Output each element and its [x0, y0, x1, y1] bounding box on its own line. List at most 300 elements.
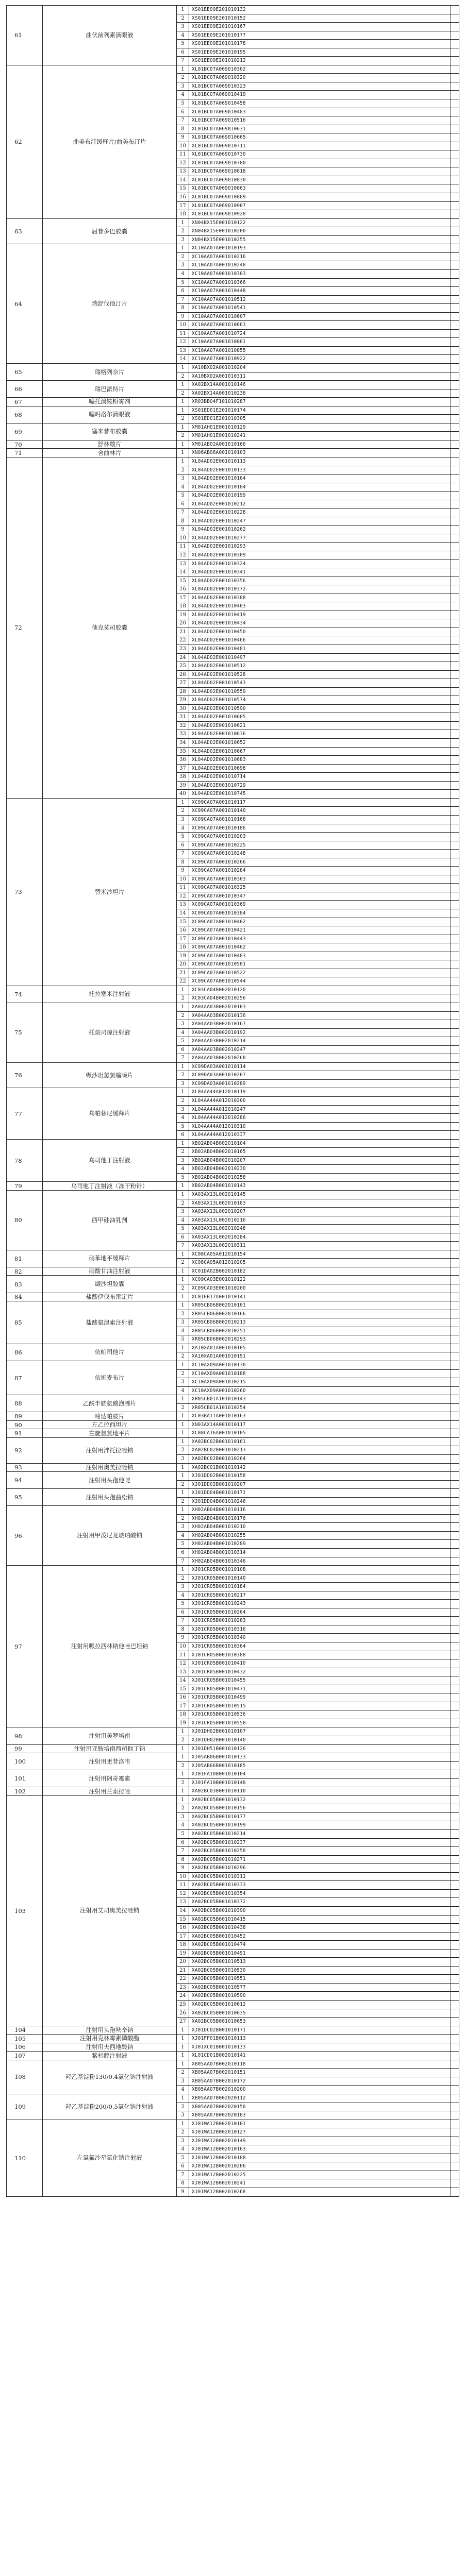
empty-cell: [451, 1813, 459, 1821]
table-group: [7, 1464, 459, 1472]
drug-code: XA04AA03B002010268: [189, 1054, 451, 1062]
drug-code: XA02BC05B001010590: [189, 1992, 451, 2000]
drug-code: XC10AX09A001010215: [189, 1378, 451, 1386]
empty-cell: [451, 1250, 459, 1259]
row-sequence: 1: [177, 1088, 189, 1096]
empty-cell: [451, 790, 459, 798]
drug-code: XA02BC05B001010491: [189, 1950, 451, 1958]
row-sequence: 1: [177, 1182, 189, 1190]
empty-cell: [451, 568, 459, 577]
table-row: [177, 1369, 459, 1378]
row-sequence: 1: [177, 1787, 189, 1795]
code-rows: [177, 1395, 459, 1412]
table-row: [177, 295, 459, 304]
table-row: [177, 508, 459, 517]
table-row: [177, 431, 459, 440]
table-row: [177, 824, 459, 833]
empty-cell: [451, 1233, 459, 1242]
drug-code: XB02AB04B002010258: [189, 1174, 451, 1182]
drug-code: XC10AA07A001010512: [189, 296, 451, 304]
empty-cell: [451, 1557, 459, 1566]
empty-cell: [451, 918, 459, 926]
table-row: [177, 1454, 459, 1463]
row-sequence: 8: [177, 2179, 189, 2188]
row-sequence: 6: [177, 1839, 189, 1847]
row-sequence: 2: [177, 1352, 189, 1361]
group-number: 66: [7, 381, 43, 397]
drug-code: XL04AD02E001010262: [189, 526, 451, 534]
row-sequence: 3: [177, 1020, 189, 1028]
drug-code: XJ01CR05B001010243: [189, 1600, 451, 1608]
table-row: [177, 244, 459, 252]
drug-code: XL04AD02E001010434: [189, 619, 451, 628]
row-sequence: 2: [177, 2069, 189, 2077]
empty-cell: [451, 773, 459, 781]
row-sequence: 2: [177, 1310, 189, 1318]
table-row: [177, 952, 459, 960]
empty-cell: [451, 1498, 459, 1506]
row-sequence: 3: [177, 1208, 189, 1216]
empty-cell: [451, 841, 459, 850]
empty-cell: [451, 1668, 459, 1676]
code-rows: [177, 406, 459, 423]
drug-code: XB02AB04B002010207: [189, 1157, 451, 1165]
empty-cell: [451, 457, 459, 466]
group-number: 88: [7, 1395, 43, 1412]
empty-cell: [451, 142, 459, 150]
empty-cell: [451, 875, 459, 884]
drug-code: XJ01CR05B001010558: [189, 1719, 451, 1727]
drug-name: 瑞巴派特片: [43, 381, 177, 397]
drug-code: XC03CA04B002010256: [189, 994, 451, 1003]
table-group: [7, 1438, 459, 1464]
drug-code: XA02BC05B001010474: [189, 1941, 451, 1949]
drug-code: XL04AD02E001010528: [189, 671, 451, 679]
row-sequence: 19: [177, 1719, 189, 1727]
drug-code: XA02BC02B001010161: [189, 1438, 451, 1446]
table-row: [177, 2162, 459, 2171]
row-sequence: 11: [177, 1651, 189, 1659]
drug-code: XM01AB02A001010166: [189, 440, 451, 449]
empty-cell: [451, 1779, 459, 1787]
row-sequence: 2: [177, 1404, 189, 1412]
row-sequence: 3: [177, 1157, 189, 1165]
table-row: [177, 747, 459, 756]
drug-code: XA03AX13L002010248: [189, 1225, 451, 1233]
drug-code: XC09DA03A001010207: [189, 1071, 451, 1079]
drug-code: XC10AA07A001010216: [189, 253, 451, 261]
table-row: [177, 466, 459, 474]
empty-cell: [451, 969, 459, 977]
empty-cell: [451, 1242, 459, 1250]
table-row: [177, 2009, 459, 2018]
drug-code: XC09CA07A001010117: [189, 799, 451, 807]
empty-cell: [451, 2103, 459, 2111]
drug-code: XJ01MA12B002010241: [189, 2179, 451, 2188]
row-sequence: 16: [177, 193, 189, 201]
row-sequence: 7: [177, 57, 189, 65]
table-row: [177, 1727, 459, 1736]
empty-cell: [451, 1361, 459, 1369]
drug-name: 依折麦布片: [43, 1361, 177, 1395]
drug-code: XL01BC07A069010419: [189, 91, 451, 99]
empty-cell: [451, 253, 459, 261]
empty-cell: [451, 602, 459, 611]
table-row: [177, 457, 459, 466]
empty-cell: [451, 99, 459, 108]
table-row: [177, 2000, 459, 2009]
table-group: [7, 2026, 459, 2035]
table-row: [177, 815, 459, 824]
table-row: [177, 585, 459, 594]
drug-code: XL04AD02E001010574: [189, 696, 451, 704]
empty-cell: [451, 1208, 459, 1216]
empty-cell: [451, 1856, 459, 1864]
drug-code: XL01BC07A069010907: [189, 202, 451, 210]
empty-cell: [451, 1710, 459, 1719]
drug-code: XL04AD02E001010729: [189, 782, 451, 790]
row-sequence: 27: [177, 679, 189, 687]
empty-cell: [451, 1839, 459, 1847]
empty-cell: [451, 1438, 459, 1446]
table-row: [177, 1719, 459, 1727]
row-sequence: 11: [177, 330, 189, 338]
drug-name: 注射用头孢曲松钠: [43, 1489, 177, 1505]
empty-cell: [451, 304, 459, 312]
row-sequence: 9: [177, 313, 189, 321]
row-sequence: 3: [177, 23, 189, 31]
table-row: [177, 1446, 459, 1454]
row-sequence: 1: [177, 1301, 189, 1310]
table-row: [177, 1778, 459, 1787]
empty-cell: [451, 1847, 459, 1855]
drug-code: XL04AD02E001010228: [189, 509, 451, 517]
drug-code: XC10AA07A001010366: [189, 279, 451, 287]
row-sequence: 17: [177, 1702, 189, 1710]
table-row: [177, 1906, 459, 1915]
empty-cell: [451, 1770, 459, 1778]
row-sequence: 1: [177, 1293, 189, 1301]
empty-cell: [451, 23, 459, 31]
drug-code: XL04AD02E001010621: [189, 722, 451, 730]
row-sequence: 2: [177, 1199, 189, 1208]
empty-cell: [451, 2188, 459, 2196]
empty-cell: [451, 611, 459, 619]
row-sequence: 3: [177, 2111, 189, 2120]
drug-code: XB02AB04B002010230: [189, 1165, 451, 1173]
row-sequence: 14: [177, 355, 189, 363]
drug-code: XJ01CR05B001010455: [189, 1676, 451, 1685]
empty-cell: [451, 1549, 459, 1557]
empty-cell: [451, 6, 459, 14]
drug-code: XA02BC05B001010311: [189, 1873, 451, 1881]
row-sequence: 9: [177, 1634, 189, 1642]
table-row: [177, 1429, 459, 1437]
group-number: 99: [7, 1745, 43, 1753]
table-group: [7, 1063, 459, 1089]
empty-cell: [451, 679, 459, 687]
code-rows: [177, 423, 459, 440]
drug-name: 塞来昔布胶囊: [43, 423, 177, 440]
table-row: [177, 1344, 459, 1352]
empty-cell: [451, 423, 459, 432]
table-group: [7, 457, 459, 799]
table-row: [177, 1539, 459, 1548]
empty-cell: [451, 474, 459, 483]
drug-name: 注射用夫西地酸钠: [43, 2043, 177, 2052]
drug-code: XA02BC02B001010264: [189, 1455, 451, 1463]
empty-cell: [451, 1532, 459, 1540]
table-group: [7, 1191, 459, 1250]
table-row: [177, 312, 459, 321]
group-number: 106: [7, 2043, 43, 2052]
table-row: [177, 1191, 459, 1199]
drug-code: XC09CA07A001010369: [189, 901, 451, 909]
group-number: 97: [7, 1566, 43, 1727]
empty-cell: [451, 1676, 459, 1685]
table-row: [177, 1130, 459, 1139]
drug-name: 缬沙坦胶囊: [43, 1276, 177, 1292]
code-rows: [177, 1293, 459, 1301]
group-number: 86: [7, 1344, 43, 1361]
empty-cell: [451, 1992, 459, 2000]
table-row: [177, 1625, 459, 1634]
table-row: [177, 866, 459, 875]
table-row: [177, 799, 459, 807]
empty-cell: [451, 1106, 459, 1114]
table-group: [7, 1344, 459, 1361]
row-sequence: 4: [177, 1387, 189, 1395]
empty-cell: [451, 739, 459, 747]
empty-cell: [451, 1071, 459, 1079]
row-sequence: 39: [177, 782, 189, 790]
table-group: [7, 1770, 459, 1787]
table-row: [177, 1506, 459, 1514]
drug-code: XA04AA03B002010136: [189, 1012, 451, 1020]
code-rows: [177, 1412, 459, 1420]
row-sequence: 5: [177, 40, 189, 48]
row-sequence: 8: [177, 517, 189, 526]
row-sequence: 2: [177, 1370, 189, 1378]
table-row: [177, 108, 459, 116]
row-sequence: 16: [177, 926, 189, 935]
table-row: [177, 1267, 459, 1276]
drug-code: XC10AA07A001010724: [189, 330, 451, 338]
table-row: [177, 1974, 459, 1983]
table-row: [177, 167, 459, 176]
drug-code: XA02BC05B001010199: [189, 1821, 451, 1829]
table-row: [177, 1293, 459, 1301]
empty-cell: [451, 816, 459, 824]
drug-code: XA03AX13L002010216: [189, 1216, 451, 1225]
drug-code: XL04AD02E001010512: [189, 662, 451, 670]
table-row: [177, 1003, 459, 1011]
row-sequence: 5: [177, 1830, 189, 1838]
drug-code: XA03AX13L002010183: [189, 1199, 451, 1208]
drug-code: XH02AB04B001010255: [189, 1532, 451, 1540]
row-sequence: 19: [177, 1950, 189, 1958]
drug-code: XL01BC07A069010516: [189, 116, 451, 125]
empty-cell: [451, 1276, 459, 1284]
row-sequence: 9: [177, 526, 189, 534]
empty-cell: [451, 57, 459, 65]
row-sequence: 2: [177, 1012, 189, 1020]
table-row: [177, 329, 459, 338]
table-row: [177, 619, 459, 628]
group-number: 63: [7, 219, 43, 244]
row-sequence: 12: [177, 551, 189, 560]
empty-cell: [451, 1642, 459, 1651]
empty-cell: [451, 287, 459, 295]
row-sequence: 17: [177, 594, 189, 602]
table-group: [7, 364, 459, 381]
group-number: 108: [7, 2060, 43, 2094]
empty-cell: [451, 1727, 459, 1736]
code-rows: [177, 1438, 459, 1463]
drug-code: XL04AD02E001010466: [189, 636, 451, 645]
empty-cell: [451, 1097, 459, 1105]
code-rows: [177, 381, 459, 397]
row-sequence: 2: [177, 2103, 189, 2111]
drug-code: XL01BC07A069010730: [189, 150, 451, 159]
code-rows: [177, 6, 459, 65]
row-sequence: 10: [177, 1642, 189, 1651]
drug-code: XL04AD02E001010309: [189, 551, 451, 560]
row-sequence: 3: [177, 82, 189, 91]
row-sequence: 17: [177, 935, 189, 943]
table-row: [177, 346, 459, 355]
table-group: [7, 2043, 459, 2052]
drug-code: XL04AA44A012010247: [189, 1106, 451, 1114]
drug-code: XL01BC07A069010320: [189, 74, 451, 82]
drug-code: XH02AB04B001010210: [189, 1523, 451, 1531]
code-rows: [177, 1003, 459, 1062]
empty-cell: [451, 1693, 459, 1702]
table-row: [177, 849, 459, 858]
row-sequence: 12: [177, 1659, 189, 1668]
row-sequence: 6: [177, 1608, 189, 1617]
row-sequence: 4: [177, 2145, 189, 2154]
drug-code: XC09CA07A001010325: [189, 884, 451, 892]
table-row: [177, 1386, 459, 1395]
group-number: 104: [7, 2026, 43, 2035]
table-row: [177, 1582, 459, 1591]
empty-cell: [451, 364, 459, 372]
table-row: [177, 1991, 459, 2000]
empty-cell: [451, 1540, 459, 1548]
code-rows: [177, 1464, 459, 1472]
row-sequence: 7: [177, 1847, 189, 1855]
empty-cell: [451, 1429, 459, 1437]
row-sequence: 1: [177, 1191, 189, 1199]
drug-code: XA02BC05B001010132: [189, 1796, 451, 1804]
drug-code: XJ01FF01B001010113: [189, 2035, 451, 2043]
table-row: [177, 1897, 459, 1906]
drug-code: XB05AA07B002010200: [189, 2086, 451, 2094]
empty-cell: [451, 1796, 459, 1804]
drug-code: XJ01MA12B002010225: [189, 2171, 451, 2179]
row-sequence: 7: [177, 1054, 189, 1062]
row-sequence: 4: [177, 1216, 189, 1225]
empty-cell: [451, 909, 459, 918]
table-row: [177, 1702, 459, 1710]
empty-cell: [451, 82, 459, 91]
row-sequence: 18: [177, 943, 189, 952]
empty-cell: [451, 1370, 459, 1378]
empty-cell: [451, 296, 459, 304]
table-row: [177, 1591, 459, 1600]
group-number: 100: [7, 1753, 43, 1770]
table-row: [177, 1122, 459, 1131]
empty-cell: [451, 1984, 459, 1992]
code-rows: [177, 449, 459, 457]
table-row: [177, 687, 459, 696]
code-rows: [177, 1770, 459, 1787]
empty-cell: [451, 1804, 459, 1812]
empty-cell: [451, 1574, 459, 1583]
drug-code: XL01BC07A069010631: [189, 125, 451, 133]
empty-cell: [451, 943, 459, 952]
row-sequence: 21: [177, 628, 189, 636]
group-number: 84: [7, 1293, 43, 1301]
empty-cell: [451, 1310, 459, 1318]
row-sequence: 21: [177, 969, 189, 977]
group-number: 90: [7, 1421, 43, 1429]
empty-cell: [451, 227, 459, 235]
drug-code: XL01CD01B002010141: [189, 2052, 451, 2060]
table-row: [177, 1557, 459, 1566]
empty-cell: [451, 500, 459, 509]
drug-name: 紫杉醇注射液: [43, 2052, 177, 2060]
drug-name: 盐酸伊伐布雷定片: [43, 1293, 177, 1301]
drug-code: XL04AD02E001010698: [189, 765, 451, 773]
row-sequence: 1: [177, 986, 189, 994]
table-row: [177, 406, 459, 415]
row-sequence: 14: [177, 909, 189, 918]
drug-code: XL01BC07A069010302: [189, 65, 451, 74]
table-group: [7, 1412, 459, 1421]
empty-cell: [451, 74, 459, 82]
empty-cell: [451, 1830, 459, 1838]
code-rows: [177, 2035, 459, 2043]
row-sequence: 37: [177, 765, 189, 773]
table-row: [177, 517, 459, 526]
drug-code: XC09CA07A001010225: [189, 841, 451, 850]
row-sequence: 34: [177, 739, 189, 747]
row-sequence: 18: [177, 602, 189, 611]
empty-cell: [451, 40, 459, 48]
table-row: [177, 704, 459, 713]
drug-code: XJ01FA10B001010148: [189, 1779, 451, 1787]
empty-cell: [451, 1165, 459, 1173]
table-row: [177, 1770, 459, 1778]
table-row: [177, 960, 459, 969]
row-sequence: 2: [177, 1446, 189, 1454]
row-sequence: 6: [177, 48, 189, 57]
row-sequence: 2: [177, 432, 189, 440]
code-rows: [177, 1344, 459, 1361]
empty-cell: [451, 483, 459, 492]
empty-cell: [451, 184, 459, 193]
drug-code: XL04AD02E001010277: [189, 534, 451, 543]
empty-cell: [451, 534, 459, 543]
row-sequence: 13: [177, 901, 189, 909]
drug-code: XH02AB04B001010176: [189, 1515, 451, 1523]
table-row: [177, 568, 459, 577]
drug-code: XJ01DD04B001010171: [189, 1489, 451, 1497]
drug-name: 吲达帕胺片: [43, 1412, 177, 1420]
empty-cell: [451, 713, 459, 721]
